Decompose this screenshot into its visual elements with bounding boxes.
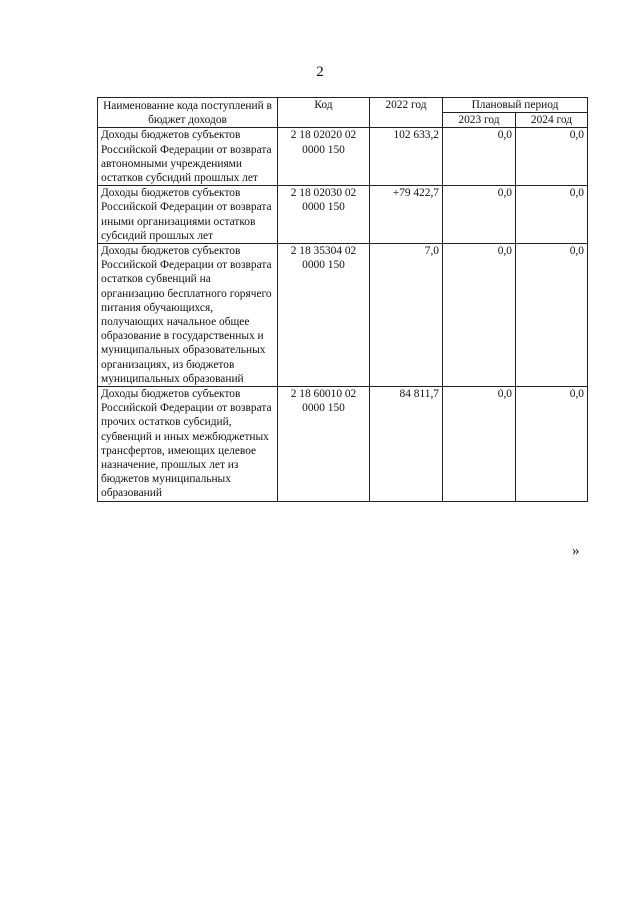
row-code: 2 18 35304 02 0000 150 bbox=[278, 244, 370, 387]
table-row bbox=[98, 186, 588, 244]
table-row bbox=[98, 244, 588, 387]
header-2022: 2022 год bbox=[370, 98, 443, 128]
row-name: Доходы бюджетов субъектов Российской Федерации от возврата прочих остатков субсидий, субвенций и иных межбюджетных трансфертов, имеющих целевое назначение, прошлых лет из бюджетов муниципальных образований bbox=[98, 387, 278, 502]
header-planned-period: Плановый период bbox=[443, 98, 588, 113]
table-row bbox=[98, 128, 588, 186]
header-2023: 2023 год bbox=[443, 113, 516, 128]
row-2022-value: 7,0 bbox=[370, 244, 443, 387]
row-2023-value: 0,0 bbox=[443, 387, 516, 502]
page-number: 2 bbox=[316, 64, 324, 80]
closing-quote: » bbox=[572, 543, 580, 559]
row-2022-value: 84 811,7 bbox=[370, 387, 443, 502]
row-code: 2 18 60010 02 0000 150 bbox=[278, 387, 370, 502]
row-name: Доходы бюджетов субъектов Российской Федерации от возврата иными организациями остатков субсидий прошлых лет bbox=[98, 186, 278, 244]
row-name: Доходы бюджетов субъектов Российской Федерации от возврата остатков субвенций на организацию бесплатного горячего питания обучающихся, получающих начальное общее образование в государственных и муниципальных образовательных организациях, из бюджетов муниципальных образований bbox=[98, 244, 278, 387]
row-2023-value: 0,0 bbox=[443, 244, 516, 387]
table-header-row bbox=[98, 98, 588, 113]
row-2024-value: 0,0 bbox=[516, 387, 588, 502]
row-code: 2 18 02020 02 0000 150 bbox=[278, 128, 370, 186]
row-2024-value: 0,0 bbox=[516, 244, 588, 387]
row-2024-value: 0,0 bbox=[516, 186, 588, 244]
header-code: Код bbox=[278, 98, 370, 128]
row-code: 2 18 02030 02 0000 150 bbox=[278, 186, 370, 244]
table-row bbox=[98, 387, 588, 502]
row-2022-value: 102 633,2 bbox=[370, 128, 443, 186]
row-2023-value: 0,0 bbox=[443, 128, 516, 186]
header-2024: 2024 год bbox=[516, 113, 588, 128]
header-name: Наименование кода поступлений в бюджет доходов bbox=[98, 98, 278, 128]
row-2022-value: +79 422,7 bbox=[370, 186, 443, 244]
row-2023-value: 0,0 bbox=[443, 186, 516, 244]
row-name: Доходы бюджетов субъектов Российской Федерации от возврата автономными учреждениями остатков субсидий прошлых лет bbox=[98, 128, 278, 186]
budget-revenue-table bbox=[97, 97, 588, 502]
row-2024-value: 0,0 bbox=[516, 128, 588, 186]
